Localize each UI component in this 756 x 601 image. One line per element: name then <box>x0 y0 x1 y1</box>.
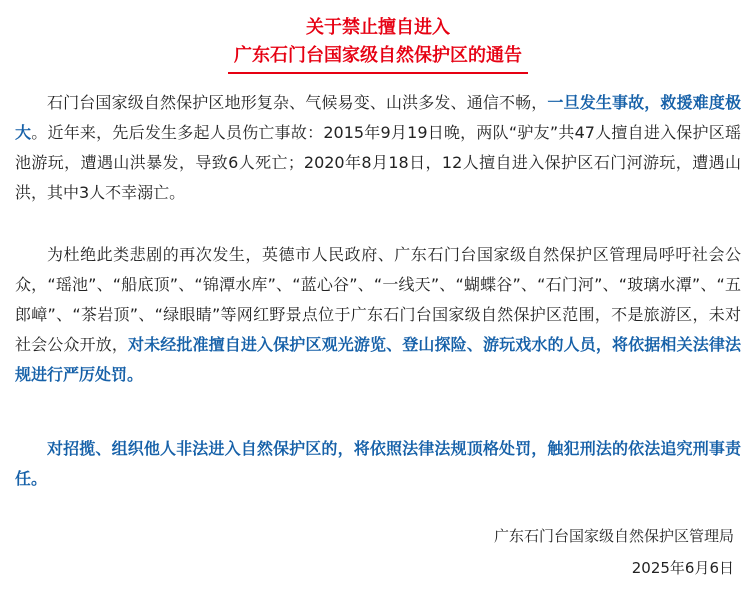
paragraph-1-emphasis: 一旦发生事故，救援难度极大 <box>15 93 741 142</box>
paragraph-2-intro: 为杜绝此类悲剧的再次发生，英德市人民政府、广东石门台国家级自然保护区管理局呼吁社会公众，“瑶池”、“船底顶”、“锦潭水库”、“蓝心谷”、“一线天”、“蝴蝶谷”、“石门河”、“玻璃水潭”、“五郎嶂”、“茶岩顶”、“绿眼睛”等网红野景点位于广东石门台国家级自然保护区范围，不是旅游区，未对社会公众开放， <box>15 245 741 354</box>
signature-block <box>494 520 734 584</box>
paragraph-1 <box>15 88 741 208</box>
paragraph-3-emphasis: 对招揽、组织他人非法进入自然保护区的，将依照法律法规顶格处罚，触犯刑法的依法追究刑事责任。 <box>15 439 741 488</box>
notice-title <box>0 14 756 74</box>
paragraph-2-emphasis: 对未经批准擅自进入保护区观光游览、登山探险、游玩戏水的人员，将依据相关法律法规进行严厉处罚。 <box>15 335 741 384</box>
paragraph-1-rest: 。近年来，先后发生多起人员伤亡事故：2015年9月19日晚，两队“驴友”共47人擅自进入保护区瑶池游玩，遭遇山洪暴发，导致6人死亡；2020年8月18日，12人擅自进入保护区石门河游玩，遭遇山洪，其中3人不幸溺亡。 <box>15 123 741 202</box>
issuing-organization: 广东石门台国家级自然保护区管理局 <box>493 527 734 545</box>
title-line-2: 广东石门台国家级自然保护区的通告 <box>228 42 528 74</box>
paragraph-2 <box>15 240 741 390</box>
paragraph-3 <box>15 434 741 494</box>
issue-date: 2025年6月6日 <box>631 559 734 577</box>
paragraph-1-intro: 石门台国家级自然保护区地形复杂、气候易变、山洪多发、通信不畅， <box>47 93 548 112</box>
title-line-1: 关于禁止擅自进入 <box>306 17 450 38</box>
